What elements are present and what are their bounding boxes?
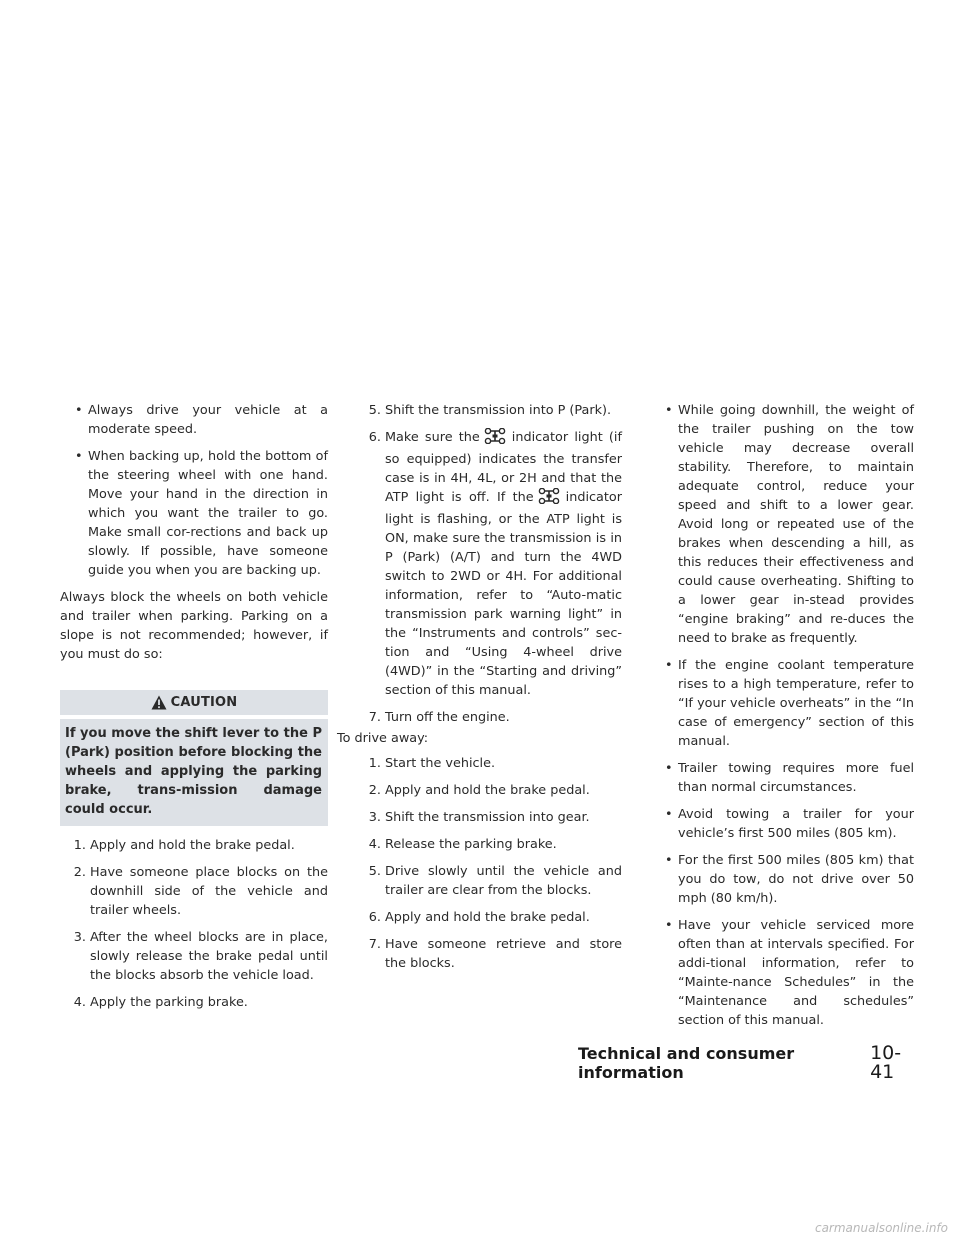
- step-number: 2.: [368, 783, 381, 798]
- page-number: 10-41: [870, 1042, 902, 1083]
- step-text: Have someone retrieve and store the blocks.: [385, 937, 622, 971]
- step-number: 7.: [368, 710, 381, 725]
- step-number: 6.: [368, 430, 381, 445]
- step-number: 4.: [368, 837, 381, 852]
- step-number: 4.: [73, 995, 86, 1010]
- step-text: Shift the transmission into gear.: [385, 810, 590, 825]
- step-text-part3: indicator light is flashing, or the ATP light is ON, make sure the transmission is in P (Park) (A/T) and turn the 4WD switch to 2WD or 4H. For additional information, refer to “Auto-matic transmission park warning light” in the “Instruments and controls” sec-tion and “Using 4-wheel drive (4WD)” in the “Starting and driving” section of this manual.: [385, 490, 622, 698]
- bullet-backing-up: • When backing up, hold the bottom of the steering wheel with one hand. Move your hand in the direction in which you want the trailer to go. Make small cor-rections and back up slowly. If possible, have someone guide you when you are backing up.: [60, 447, 328, 580]
- bullet-coolant: • If the engine coolant temperature rises to a high temperature, refer to “If your vehicle overheats” in the “In case of emergency” section of this manual.: [650, 656, 914, 751]
- watermark: carmanualsonline.info: [814, 1221, 948, 1235]
- bullet-first-500-miles: • Avoid towing a trailer for your vehicle’s first 500 miles (805 km).: [650, 805, 914, 843]
- drive-step-5: [355, 862, 622, 900]
- drive-step-7: [355, 935, 622, 973]
- column-left: [60, 401, 328, 1020]
- step-text: Release the parking brake.: [385, 837, 557, 852]
- step-text: Start the vehicle.: [385, 756, 496, 771]
- step-text: Drive slowly until the vehicle and trailer are clear from the blocks.: [385, 864, 622, 898]
- step-text: Turn off the engine.: [385, 710, 510, 725]
- step-number: 3.: [368, 810, 381, 825]
- warning-triangle-icon: [151, 695, 167, 710]
- step-number: 1.: [368, 756, 381, 771]
- section-title: Technical and consumer information: [578, 1044, 795, 1082]
- 4wd-indicator-icon: [538, 488, 560, 510]
- drive-step-1: [355, 754, 622, 773]
- step-2: [60, 863, 328, 920]
- drive-step-4: [355, 835, 622, 854]
- page-footer: [578, 1044, 918, 1082]
- column-right: [650, 401, 914, 1038]
- step-text: Apply and hold the brake pedal.: [90, 838, 295, 853]
- step-text-part2: indicator light (if so equipped) indicates the transfer case is in 4H, 4L, or 2H and that the ATP light is off. If the: [385, 430, 622, 505]
- bullet-downhill: • While going downhill, the weight of the trailer pushing on the tow vehicle may decrease overall stability. Therefore, to maintain adequate control, reduce your speed and shift to a lower gear. Avoid long or repeated use of the brakes when descending a hill, as this reduces their effectiveness and could cause overheating. Shifting to a lower gear in-stead provides “engine braking” and re-duces the need to brake as frequently.: [650, 401, 914, 648]
- paragraph-block-wheels: Always block the wheels on both vehicle and trailer when parking. Parking on a slope is not recommended; however, if you must do so:: [60, 590, 328, 662]
- drive-step-2: [355, 781, 622, 800]
- step-number: 3.: [73, 930, 86, 945]
- drive-step-6: [355, 908, 622, 927]
- step-number: 7.: [368, 937, 381, 952]
- step-5: [355, 401, 622, 420]
- step-number: 5.: [368, 403, 381, 418]
- step-number: 1.: [73, 838, 86, 853]
- step-3: [60, 928, 328, 985]
- caution-header: [60, 690, 328, 715]
- caution-title: CAUTION: [170, 695, 238, 710]
- step-number: 6.: [368, 910, 381, 925]
- column-middle: [337, 401, 622, 981]
- bullet-moderate-speed: • Always drive your vehicle at a moderate speed.: [60, 401, 328, 439]
- step-text: Have someone place blocks on the downhill side of the vehicle and trailer wheels.: [90, 865, 328, 918]
- step-text: Apply and hold the brake pedal.: [385, 910, 590, 925]
- step-text: After the wheel blocks are in place, slowly release the brake pedal until the blocks absorb the vehicle load.: [90, 930, 328, 983]
- drive-step-3: [355, 808, 622, 827]
- step-text: Apply the parking brake.: [90, 995, 248, 1010]
- 4wd-indicator-icon: [484, 428, 506, 450]
- step-1: [60, 836, 328, 855]
- step-4: [60, 993, 328, 1012]
- step-text: Apply and hold the brake pedal.: [385, 783, 590, 798]
- bullet-service: • Have your vehicle serviced more often than at intervals specified. For addi-tional information, refer to “Mainte-nance Schedules” in the “Maintenance and schedules” section of this manual.: [650, 916, 914, 1030]
- drive-away-heading: To drive away:: [337, 731, 429, 746]
- caution-text: If you move the shift lever to the P (Park) position before blocking the wheels and applying the parking brake, trans-mission damage could occur.: [60, 719, 328, 826]
- step-number: 2.: [73, 865, 86, 880]
- step-text-part1: Make sure the: [385, 430, 480, 445]
- bullet-speed-limit: • For the first 500 miles (805 km) that you do tow, do not drive over 50 mph (80 km/h).: [650, 851, 914, 908]
- bullet-fuel: • Trailer towing requires more fuel than normal circumstances.: [650, 759, 914, 797]
- step-7: [355, 708, 622, 727]
- step-number: 5.: [368, 864, 381, 879]
- step-6: [355, 428, 622, 700]
- step-text: Shift the transmission into P (Park).: [385, 403, 612, 418]
